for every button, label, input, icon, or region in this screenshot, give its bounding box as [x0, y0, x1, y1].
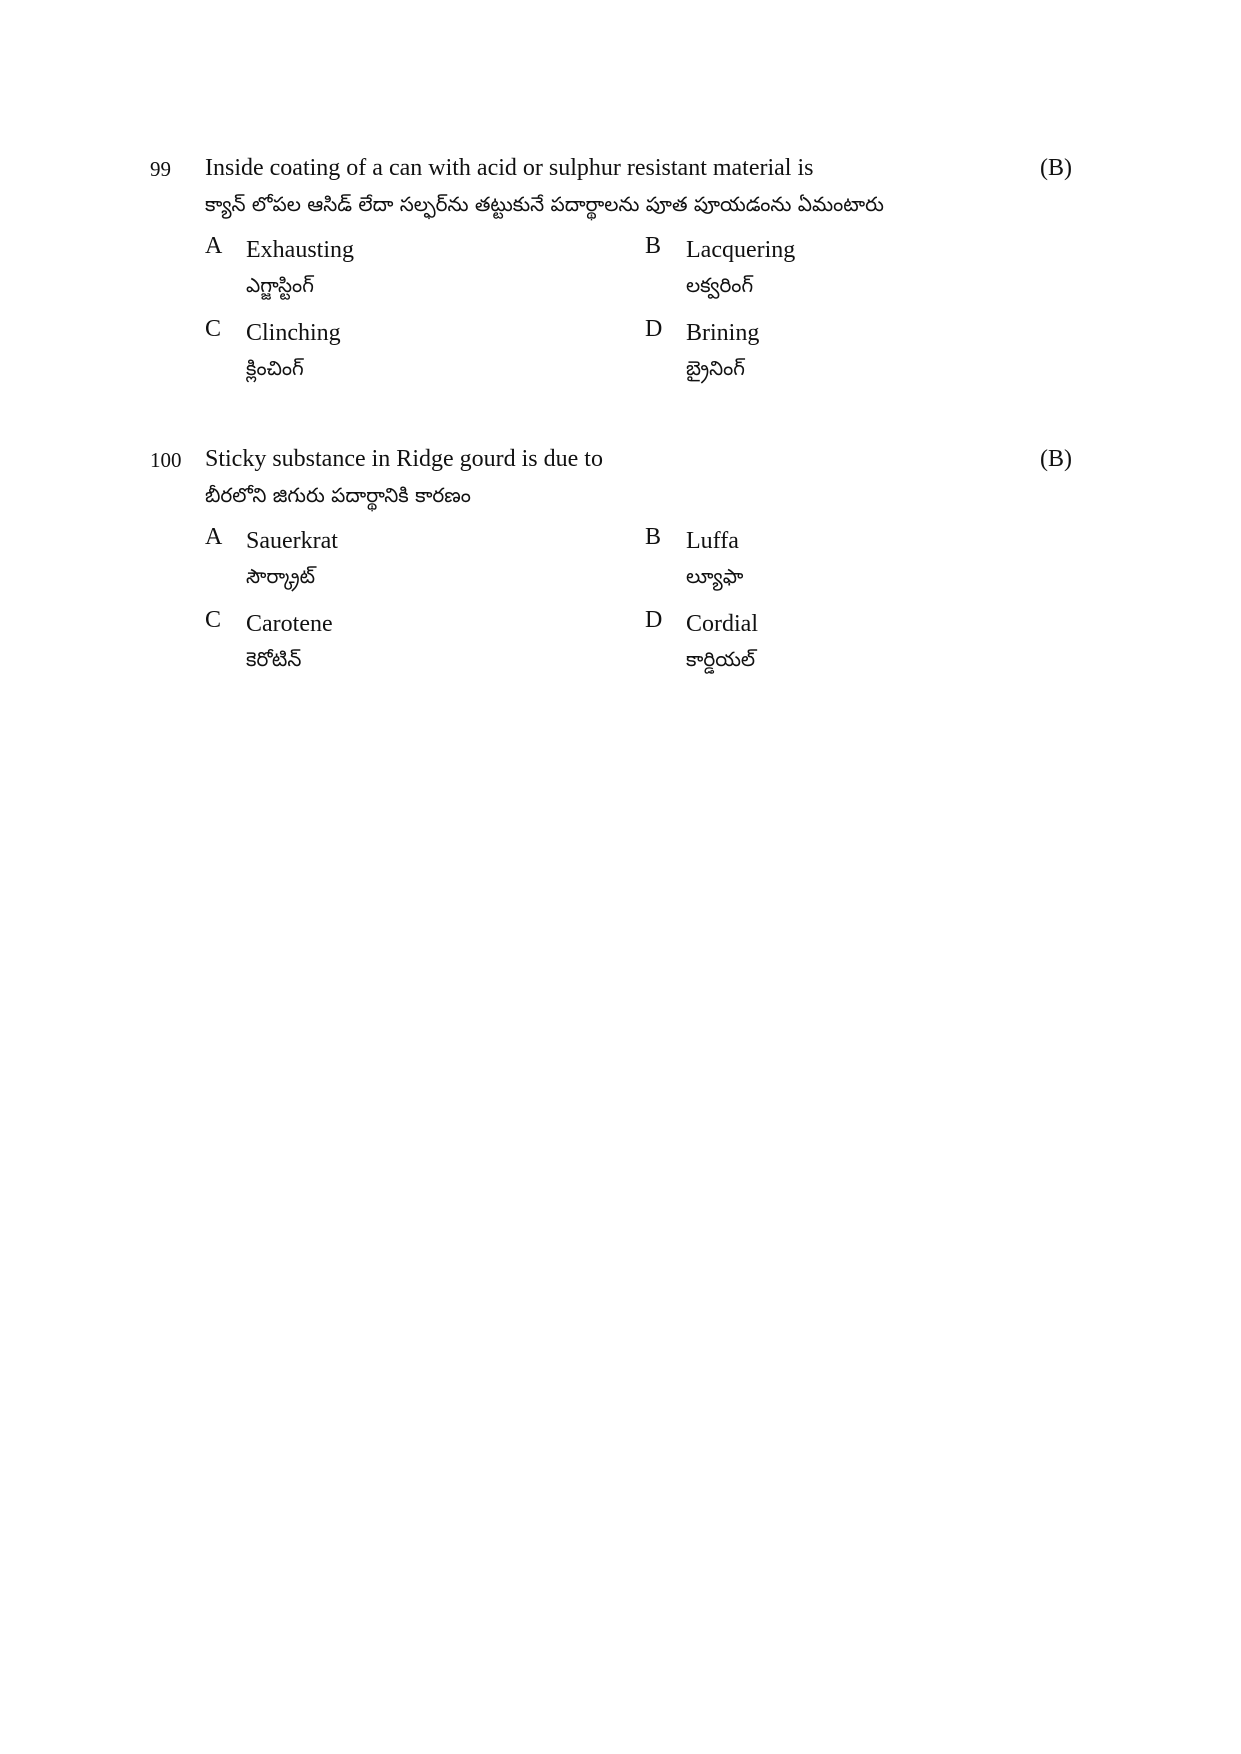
option-letter: D: [645, 607, 663, 633]
option-a: [205, 233, 605, 303]
option-text-telugu: కార్డియల్: [686, 647, 756, 671]
option-text-telugu: లక్వరింగ్: [686, 273, 754, 297]
option-d: [645, 316, 1045, 386]
option-text-telugu: ఎగ్జాస్టింగ్: [246, 273, 314, 297]
question-text-english: Sticky substance in Ridge gourd is due to: [205, 446, 603, 472]
question-number: 99: [150, 157, 171, 181]
option-b: [645, 524, 1045, 594]
option-text-english: Luffa: [686, 528, 739, 554]
question-text-english: Inside coating of a can with acid or sulphur resistant material is: [205, 155, 814, 181]
option-text-english: Lacquering: [686, 237, 796, 263]
option-text-english: Brining: [686, 320, 760, 346]
option-letter: D: [645, 316, 663, 342]
option-b: [645, 233, 1045, 303]
option-text-english: Exhausting: [246, 237, 354, 263]
option-text-telugu: బ్రైనింగ్: [686, 356, 745, 380]
question-text-telugu: క్యాన్ లోపల ఆసిడ్ లేదా సల్ఫర్‌ను తట్టుకునే పదార్థాలను పూత పూయడంను ఏమంటారు: [205, 192, 884, 216]
option-text-telugu: సౌర్క్రాట్: [246, 564, 316, 588]
option-text-english: Sauerkrat: [246, 528, 338, 554]
answer-key: (B): [1040, 446, 1072, 472]
option-letter: C: [205, 316, 222, 342]
question-number: 100: [150, 448, 182, 472]
option-d: [645, 607, 1045, 677]
option-letter: A: [205, 233, 223, 259]
option-c: [205, 607, 605, 677]
option-a: [205, 524, 605, 594]
option-letter: B: [645, 233, 662, 259]
option-c: [205, 316, 605, 386]
option-text-english: Cordial: [686, 611, 758, 637]
question-text-telugu: బీరలోని జిగురు పదార్థానికి కారణం: [205, 483, 471, 507]
option-text-telugu: కెరోటిన్: [246, 647, 302, 671]
option-text-english: Carotene: [246, 611, 333, 637]
option-text-telugu: ల్యూఫా: [686, 564, 744, 588]
option-letter: B: [645, 524, 662, 550]
option-text-telugu: క్లించింగ్: [246, 356, 304, 380]
option-letter: A: [205, 524, 223, 550]
option-text-english: Clinching: [246, 320, 341, 346]
option-letter: C: [205, 607, 222, 633]
answer-key: (B): [1040, 155, 1072, 181]
